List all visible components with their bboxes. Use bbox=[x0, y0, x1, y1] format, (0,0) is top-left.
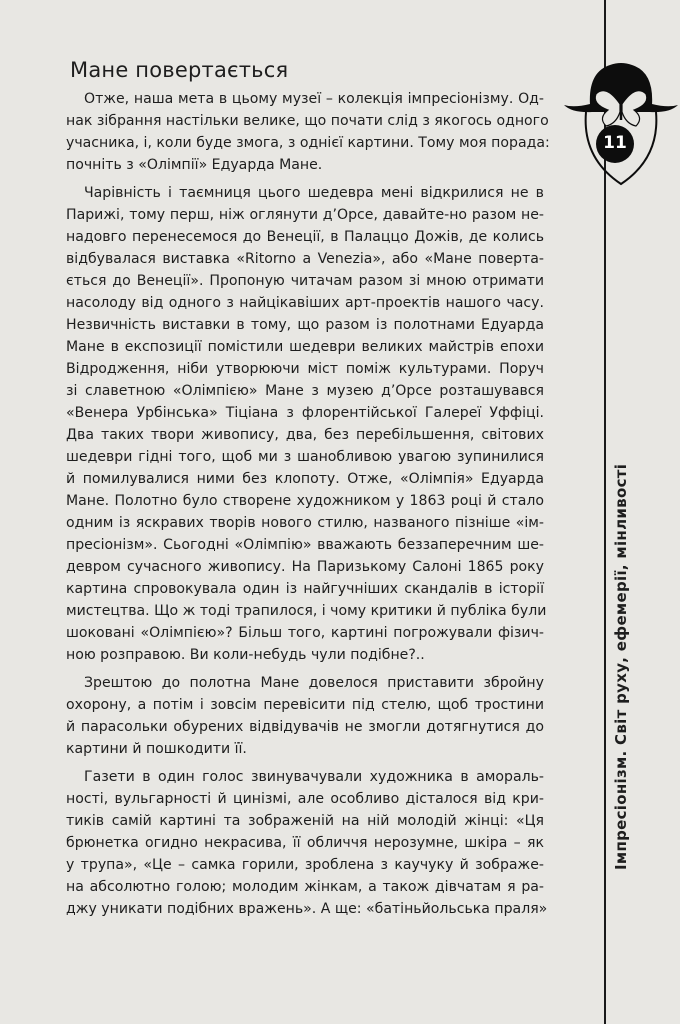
text-line: джу уникати подібних вражень». А ще: «батіньйольська праля» bbox=[66, 901, 548, 917]
text-line: Газети в один голос звинувачували художника в амораль- bbox=[84, 769, 544, 785]
text-line: й помилувалися ними без клопоту. Отже, «Олімпія» Едуарда bbox=[66, 471, 544, 487]
page-number: 11 bbox=[603, 133, 627, 153]
text-line: зі славетною «Олімпією» Мане з музею д’Орсе розташувався bbox=[66, 383, 544, 399]
text-line: Чарівність і таємниця цього шедевра мені відкрилися не в bbox=[84, 185, 544, 201]
text-paragraphs bbox=[66, 88, 550, 920]
text-line: Парижі, тому перш, ніж оглянути д’Орсе, давайте-но разом не- bbox=[66, 207, 544, 223]
paragraph bbox=[66, 88, 550, 176]
text-line: надовго перенесемося до Венеції, в Палаццо Дожів, де колись bbox=[66, 229, 544, 245]
text-line: ності, вульгарності й цинізмі, але особливо дісталося від кри- bbox=[66, 791, 544, 807]
text-line: у трупа», «Це – самка горили, зроблена з каучуку й зображе- bbox=[66, 857, 544, 873]
text-line: одним із яскравих творів нового стилю, названого пізніше «ім- bbox=[66, 515, 544, 531]
text-line: на абсолютно голою; молодим жінкам, а також дівчатам я ра- bbox=[66, 879, 544, 895]
text-line: Зрештою до полотна Мане довелося приставити збройну bbox=[84, 675, 544, 691]
paragraph bbox=[66, 766, 548, 920]
text-line: відбувалася виставка «Ritorno a Venezia», або «Мане поверта- bbox=[66, 251, 544, 267]
text-line: девром сучасного живопису. На Паризькому Салоні 1865 року bbox=[66, 559, 544, 575]
chapter-title-vertical: Імпресіонізм. Світ руху, ефемерії, мінливості bbox=[612, 463, 630, 870]
text-line: й парасольки обурених відвідувачів не змогли дотягнутися до bbox=[66, 719, 544, 735]
text-line: шедеври гідні того, щоб ми з шанобливою увагою зупинилися bbox=[66, 449, 544, 465]
text-line: «Венера Урбінська» Тіціана з флорентійської Галереї Уффіці. bbox=[66, 405, 544, 421]
text-line: картина спровокувала один із найгучніших скандалів в історії bbox=[66, 581, 544, 597]
text-line: пресіонізм». Сьогодні «Олімпію» вважають беззаперечним ше- bbox=[66, 537, 544, 553]
text-line: картини й пошкодити її. bbox=[66, 741, 247, 757]
text-line: Мане. Полотно було створене художником у 1863 році й стало bbox=[66, 493, 544, 509]
text-line: Отже, наша мета в цьому музеї – колекція імпресіонізму. Од- bbox=[84, 91, 544, 107]
text-line: тиків самій картині та зображеній на ній молодій жінці: «Ця bbox=[66, 813, 544, 829]
text-line: ється до Венеції». Пропоную читачам разом зі мною отримати bbox=[66, 273, 544, 289]
text-line: охорону, а потім і зовсім перевісити під стелю, щоб тростини bbox=[66, 697, 544, 713]
bowler-hat-with-butterfly-icon bbox=[562, 58, 680, 188]
text-line: Незвичність виставки в тому, що разом із полотнами Едуарда bbox=[66, 317, 544, 333]
text-line: Два таких твори живопису, два, без перебільшення, світових bbox=[66, 427, 544, 443]
text-line: ною розправою. Ви коли-небудь чули подібне?.. bbox=[66, 647, 425, 663]
paragraph bbox=[66, 182, 547, 666]
text-line: мистецтва. Що ж тоді трапилося, і чому критики й публіка були bbox=[66, 603, 547, 619]
text-line: нак зібрання настільки велике, що почати слід з якогось одного bbox=[66, 113, 549, 129]
page-body bbox=[66, 58, 550, 926]
text-line: учасника, і, коли буде змога, з однієї картини. Тому моя порада: bbox=[66, 135, 550, 151]
text-line: Мане в експозиції помістили шедеври великих майстрів епохи bbox=[66, 339, 544, 355]
text-line: шоковані «Олімпією»? Більш того, картині погрожували фізич- bbox=[66, 625, 544, 641]
text-line: насолоду від одного з найцікавіших арт-проектів нашого часу. bbox=[66, 295, 544, 311]
section-heading: Мане повертається bbox=[70, 58, 289, 82]
text-line: брюнетка огидно некрасива, її обличчя нерозумне, шкіра – як bbox=[66, 835, 544, 851]
text-line: почніть з «Олімпії» Едуарда Мане. bbox=[66, 157, 323, 173]
text-line: Відродження, ніби утворюючи міст поміж культурами. Поруч bbox=[66, 361, 544, 377]
paragraph bbox=[66, 672, 544, 760]
